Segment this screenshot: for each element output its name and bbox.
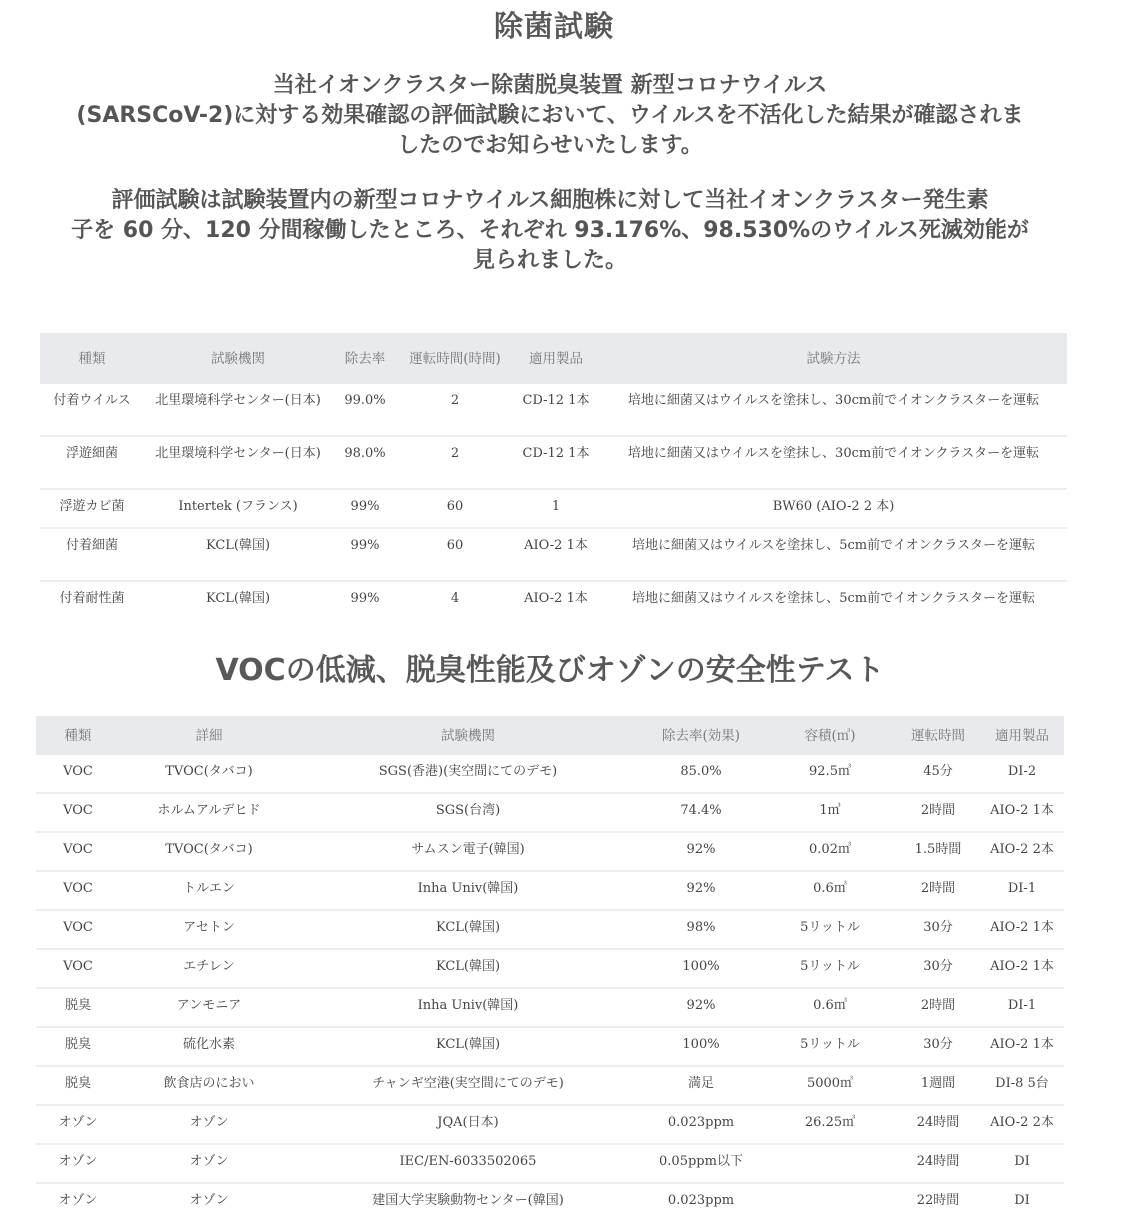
cell-type: VOC [36, 832, 120, 871]
cell-product: DI-8 5台 [980, 1066, 1064, 1105]
table-row [36, 793, 1064, 832]
cell-type: 脱臭 [36, 1066, 120, 1105]
cell-method: 培地に細菌又はウイルスを塗抹し、5cm前でイオンクラスターを運転 [600, 581, 1067, 633]
result-line: 子を 60 分、120 分間稼働したところ、それぞれ 93.176%、98.530%のウイルス死滅効能が [71, 218, 1029, 243]
cell-method: 培地に細菌又はウイルスを塗抹し、30cm前でイオンクラスターを運転 [600, 436, 1067, 489]
cell-product: CD-12 1本 [522, 393, 590, 408]
cell-detail: ホルムアルデヒド [120, 793, 298, 832]
page-title: 除菌試験 [493, 9, 614, 43]
cell-removal-rate: 0.023ppm [638, 1183, 764, 1221]
cell-lab: KCL(韓国) [298, 1027, 638, 1066]
cell-detail: アンモニア [120, 988, 298, 1027]
cell-product: DI-1 [980, 988, 1064, 1027]
cell-lab: IEC/EN-6033502065 [298, 1144, 638, 1183]
cell-lab: SGS(台湾) [298, 793, 638, 832]
table-row [36, 755, 1064, 793]
col-header-type: 種類 [40, 333, 144, 384]
cell-volume: 0.02㎥ [764, 832, 896, 871]
cell-lab: サムスン電子(韓国) [298, 832, 638, 871]
cell-removal-rate: 98% [638, 910, 764, 949]
cell-detail: 飲食店のにおい [120, 1066, 298, 1105]
cell-lab: SGS(香港)(実空間にてのデモ) [378, 764, 558, 779]
result-line: 評価試験は試験装置内の新型コロナウイルス細胞株に対して当社イオンクラスター発生素 [111, 188, 989, 213]
cell-detail: エチレン [120, 949, 298, 988]
col-header-run-time: 運転時間(時間) [398, 333, 512, 384]
cell-removal-rate: 100% [638, 1027, 764, 1066]
cell-run-time: 2時間 [896, 988, 980, 1027]
cell-product: DI [980, 1183, 1064, 1221]
cell-removal-rate: 92% [638, 832, 764, 871]
cell-lab: KCL(韓国) [298, 910, 638, 949]
col-header-detail: 詳細 [120, 716, 298, 755]
cell-type: 脱臭 [36, 988, 120, 1027]
cell-volume [764, 1183, 896, 1221]
section-title-voc: VOCの低減、脱臭性能及びオゾンの安全性テスト [215, 653, 885, 688]
cell-type: VOC [36, 910, 120, 949]
cell-lab: Intertek (フランス) [144, 489, 332, 528]
cell-run-time: 30分 [896, 1027, 980, 1066]
cell-removal-rate: 99.0% [344, 393, 386, 408]
cell-detail: オゾン [120, 1105, 298, 1144]
cell-lab: KCL(韓国) [144, 581, 332, 633]
cell-volume: 26.25㎥ [764, 1105, 896, 1144]
intro-line: 当社イオンクラスター除菌脱臭装置 新型コロナウイルス [272, 73, 828, 98]
cell-run-time: 45分 [923, 764, 953, 779]
table-row [40, 436, 1067, 489]
table-row [36, 832, 1064, 871]
cell-volume: 0.6㎥ [764, 871, 896, 910]
table-row [40, 528, 1067, 581]
cell-run-time: 60 [398, 528, 512, 581]
table-row [36, 1066, 1064, 1105]
cell-lab: チャンギ空港(実空間にてのデモ) [298, 1066, 638, 1105]
cell-run-time: 2 [398, 436, 512, 489]
cell-type: オゾン [36, 1144, 120, 1183]
intro-line: したのでお知らせいたします。 [397, 133, 703, 158]
cell-lab: KCL(韓国) [144, 528, 332, 581]
table-row [36, 1027, 1064, 1066]
cell-lab: 北里環境科学センター(日本) [144, 436, 332, 489]
cell-method: 培地に細菌又はウイルスを塗抹し、5cm前でイオンクラスターを運転 [600, 528, 1067, 581]
cell-detail: TVOC(タバコ) [120, 832, 298, 871]
cell-removal-rate: 100% [638, 949, 764, 988]
table-header-row [36, 716, 1064, 755]
table-row [36, 1144, 1064, 1183]
cell-run-time: 2時間 [896, 793, 980, 832]
cell-volume: 5リットル [764, 910, 896, 949]
cell-run-time: 2 [450, 393, 460, 408]
cell-run-time: 60 [398, 489, 512, 528]
cell-lab: JQA(日本) [298, 1105, 638, 1144]
cell-detail: トルエン [120, 871, 298, 910]
table-row [36, 1183, 1064, 1221]
cell-detail: 硫化水素 [120, 1027, 298, 1066]
col-header-removal-rate: 除去率 [332, 333, 398, 384]
cell-type: 付着細菌 [40, 528, 144, 581]
cell-detail: アセトン [120, 910, 298, 949]
table-row [36, 949, 1064, 988]
cell-run-time: 1.5時間 [896, 832, 980, 871]
cell-removal-rate: 85.0% [680, 764, 722, 779]
table-row [36, 1105, 1064, 1144]
cell-detail: TVOC(タバコ) [165, 764, 253, 779]
cell-product: AIO-2 1本 [980, 949, 1064, 988]
cell-type: VOC [36, 949, 120, 988]
cell-volume: 1㎥ [764, 793, 896, 832]
cell-run-time: 22時間 [896, 1183, 980, 1221]
table-row [40, 384, 1067, 436]
voc-deodorization-ozone-table [36, 716, 1064, 1221]
cell-removal-rate: 98.0% [332, 436, 398, 489]
col-header-method: 試験方法 [600, 333, 1067, 384]
table-row [40, 581, 1067, 633]
col-header-lab: 試験機関 [144, 333, 332, 384]
col-header-lab: 試験機関 [298, 716, 638, 755]
result-paragraph [0, 186, 1100, 276]
cell-removal-rate: 74.4% [638, 793, 764, 832]
cell-run-time: 30分 [896, 910, 980, 949]
intro-line: (SARSCoV-2)に対する効果確認の評価試験において、ウイルスを不活化した結果が確認されま [76, 103, 1024, 128]
cell-lab: Inha Univ(韓国) [298, 871, 638, 910]
cell-lab: KCL(韓国) [298, 949, 638, 988]
cell-removal-rate: 99% [332, 581, 398, 633]
cell-product: DI [980, 1144, 1064, 1183]
cell-product: AIO-2 1本 [980, 910, 1064, 949]
cell-type: VOC [36, 871, 120, 910]
col-header-run-time: 運転時間 [896, 716, 980, 755]
cell-removal-rate: 0.05ppm以下 [638, 1144, 764, 1183]
cell-method: 培地に細菌又はウイルスを塗抹し、30cm前でイオンクラスターを運転 [627, 393, 1040, 408]
cell-volume: 5リットル [764, 949, 896, 988]
cell-removal-rate: 満足 [638, 1066, 764, 1105]
cell-product: AIO-2 1本 [512, 528, 600, 581]
cell-removal-rate: 92% [638, 988, 764, 1027]
cell-product: DI-1 [980, 871, 1064, 910]
cell-method: BW60 (AIO-2 2 本) [600, 489, 1067, 528]
cell-run-time: 1週間 [896, 1066, 980, 1105]
cell-removal-rate: 99% [332, 528, 398, 581]
cell-type: VOC [36, 793, 120, 832]
table-row [40, 489, 1067, 528]
cell-lab: 建国大学実験動物センター(韓国) [298, 1183, 638, 1221]
col-header-product: 適用製品 [980, 716, 1064, 755]
cell-lab: 北里環境科学センター(日本) [155, 393, 321, 408]
table-row [36, 910, 1064, 949]
col-header-removal-rate: 除去率(効果) [638, 716, 764, 755]
cell-volume: 0.6㎥ [764, 988, 896, 1027]
cell-volume [764, 1144, 896, 1183]
cell-detail: オゾン [120, 1144, 298, 1183]
cell-run-time: 24時間 [896, 1144, 980, 1183]
cell-run-time: 24時間 [896, 1105, 980, 1144]
cell-type: VOC [63, 764, 93, 779]
cell-type: 浮遊カビ菌 [40, 489, 144, 528]
cell-type: 付着ウイルス [53, 393, 131, 408]
cell-removal-rate: 92% [638, 871, 764, 910]
table-header-row [40, 333, 1067, 384]
cell-type: 付着耐性菌 [40, 581, 144, 633]
cell-type: オゾン [36, 1183, 120, 1221]
cell-type: 浮遊細菌 [40, 436, 144, 489]
cell-removal-rate: 0.023ppm [638, 1105, 764, 1144]
cell-run-time: 2時間 [896, 871, 980, 910]
table-row [36, 988, 1064, 1027]
cell-product: CD-12 1本 [512, 436, 600, 489]
cell-product: AIO-2 1本 [512, 581, 600, 633]
cell-removal-rate: 99% [332, 489, 398, 528]
cell-product: AIO-2 1本 [980, 1027, 1064, 1066]
cell-volume: 92.5㎥ [809, 764, 851, 779]
cell-type: オゾン [36, 1105, 120, 1144]
intro-paragraph [0, 71, 1100, 161]
cell-run-time: 4 [398, 581, 512, 633]
cell-product: AIO-2 2本 [980, 1105, 1064, 1144]
cell-lab: Inha Univ(韓国) [298, 988, 638, 1027]
sterilization-test-table [40, 333, 1067, 633]
cell-product: AIO-2 2本 [980, 832, 1064, 871]
cell-product: 1 [512, 489, 600, 528]
cell-run-time: 30分 [896, 949, 980, 988]
table-row [36, 871, 1064, 910]
result-line: 見られました。 [472, 248, 627, 273]
cell-volume: 5リットル [764, 1027, 896, 1066]
col-header-type: 種類 [36, 716, 120, 755]
cell-type: 脱臭 [36, 1027, 120, 1066]
cell-product: DI-2 [1007, 764, 1037, 779]
col-header-volume: 容積(㎥) [764, 716, 896, 755]
cell-volume: 5000㎥ [764, 1066, 896, 1105]
cell-product: AIO-2 1本 [980, 793, 1064, 832]
col-header-product: 適用製品 [512, 333, 600, 384]
cell-detail: オゾン [120, 1183, 298, 1221]
